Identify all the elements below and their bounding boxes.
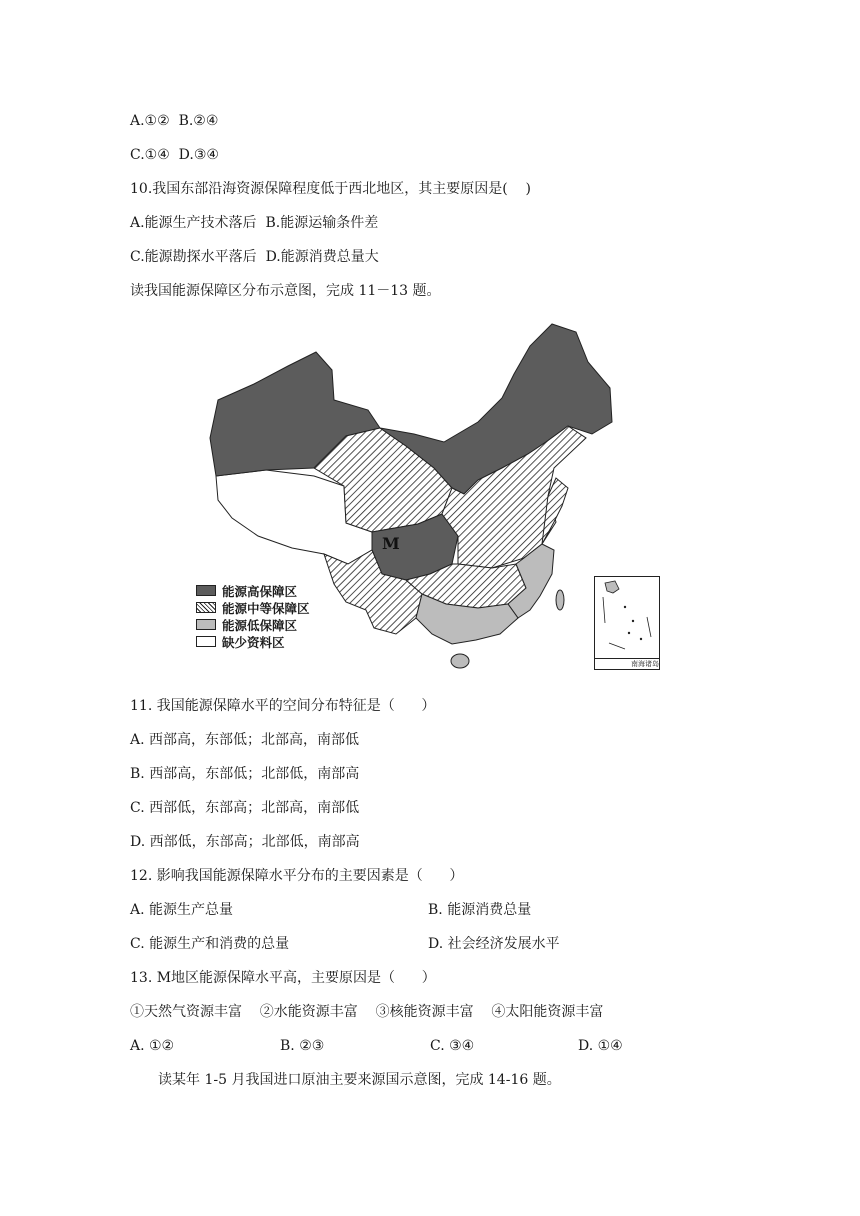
question-10-options-cd: C.能源勘探水平落后 D.能源消费总量大	[130, 249, 379, 265]
region-low-hainan	[451, 654, 469, 668]
legend-item-mid	[196, 599, 310, 616]
south-china-sea-inset	[594, 576, 660, 670]
legend-label-none: 缺少资料区	[222, 634, 285, 650]
inset-label: 南海诸岛	[595, 658, 659, 669]
answer-options-ab-line: A.①② B.②④	[130, 113, 219, 129]
question-10: 10.我国东部沿海资源保障程度低于西北地区，其主要原因是( )	[130, 181, 531, 197]
region-low-taiwan	[556, 590, 564, 610]
question-10-options-ab: A.能源生产技术落后 B.能源运输条件差	[130, 215, 379, 231]
legend-swatch-low	[196, 619, 216, 630]
inset-islands-graphic	[595, 577, 659, 655]
question-11-option-d: D. 西部低，东部高；北部低，南部高	[130, 834, 360, 850]
legend-swatch-none	[196, 636, 216, 647]
legend-swatch-high	[196, 585, 216, 596]
answer-options-cd-line: C.①④ D.③④	[130, 147, 219, 163]
question-12-option-a: A. 能源生产总量	[130, 902, 234, 918]
legend-item-low	[196, 616, 310, 633]
question-12: 12. 影响我国能源保障水平分布的主要因素是（ ）	[130, 868, 464, 884]
energy-security-map	[196, 318, 666, 678]
legend-label-low: 能源低保障区	[222, 617, 298, 633]
intro-11-13: 读我国能源保障区分布示意图，完成 11－13 题。	[130, 283, 441, 299]
question-13-option-c: C. ③④	[430, 1038, 475, 1054]
region-m-label: M	[382, 534, 400, 553]
question-11-option-a: A. 西部高，东部低；北部高，南部低	[130, 732, 360, 748]
map-legend	[196, 582, 310, 650]
question-12-option-d: D. 社会经济发展水平	[428, 936, 560, 952]
legend-swatch-mid	[196, 602, 216, 613]
question-13-option-a: A. ①②	[130, 1038, 175, 1054]
question-12-option-c: C. 能源生产和消费的总量	[130, 936, 290, 952]
legend-item-none	[196, 633, 310, 650]
question-13-statements: ①天然气资源丰富 ②水能资源丰富 ③核能资源丰富 ④太阳能资源丰富	[130, 1004, 604, 1020]
intro-14-16: 读某年 1-5 月我国进口原油主要来源国示意图，完成 14-16 题。	[158, 1072, 561, 1088]
legend-label-high: 能源高保障区	[222, 583, 298, 599]
question-11-option-c: C. 西部低，东部高；北部高，南部低	[130, 800, 360, 816]
question-11: 11. 我国能源保障水平的空间分布特征是（ ）	[130, 698, 436, 714]
legend-label-mid: 能源中等保障区	[222, 600, 310, 616]
question-13-option-d: D. ①④	[578, 1038, 623, 1054]
question-11-option-b: B. 西部高，东部低；北部低，南部高	[130, 766, 360, 782]
legend-item-high	[196, 582, 310, 599]
question-12-option-b: B. 能源消费总量	[428, 902, 532, 918]
question-13: 13. M地区能源保障水平高，主要原因是（ ）	[130, 970, 436, 986]
question-13-option-b: B. ②③	[280, 1038, 325, 1054]
